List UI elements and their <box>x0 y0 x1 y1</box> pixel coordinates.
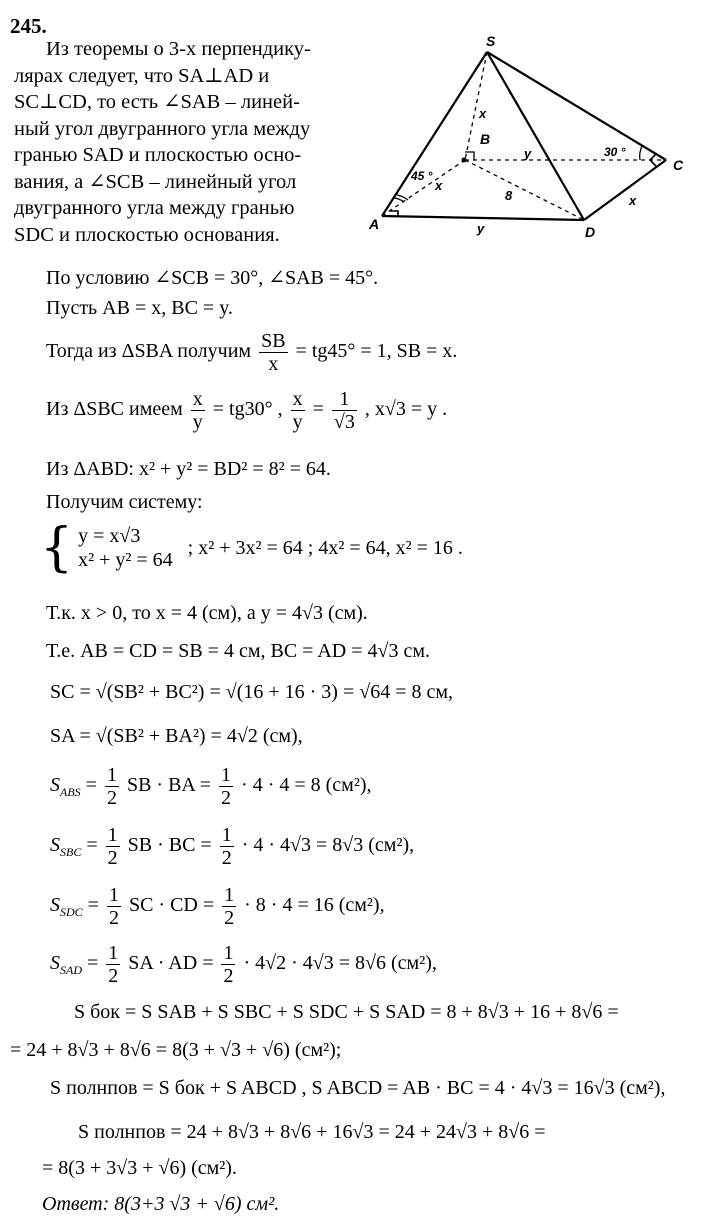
sa-line: SA = √(SB² + BA²) = 4√2 (см), <box>50 725 303 747</box>
denominator: y <box>292 411 303 433</box>
angle-label-45: 45 ° <box>411 169 433 183</box>
label-c: C <box>673 157 684 173</box>
intro-line: SDC и плоскостью основания. <box>14 223 280 246</box>
problem-number: 245. <box>10 14 47 38</box>
area-product: SC · CD = <box>128 894 215 917</box>
sc-line: SC = √(SB² + BC²) = √(16 + 16 · 3) = √64 = 8 см, <box>50 681 454 703</box>
sides-line: Т.е. AB = CD = SB = 4 см, BC = AD = 4√3 см. <box>46 640 431 662</box>
edge-dc <box>584 160 666 220</box>
area-sdc-line <box>50 884 385 929</box>
numerator: 1 <box>106 764 117 786</box>
sba-text: Тогда из ΔSBA получим <box>46 340 252 363</box>
denominator: 2 <box>221 787 232 809</box>
sba-line <box>46 330 457 375</box>
angle-arc-c <box>640 146 642 160</box>
edge-label-bd: 8 <box>505 188 513 203</box>
fraction-half-2 <box>220 824 234 869</box>
intro-line: лярах следует, что SA⊥AD и <box>14 64 270 87</box>
system-title: Получим систему: <box>46 491 203 513</box>
intro-paragraph <box>14 36 381 248</box>
area-product: SA · AD = <box>128 952 214 975</box>
fraction-half <box>105 764 119 809</box>
answer-line: Ответ: 8(3+3 √3 + √6) см². <box>42 1193 280 1215</box>
intro-line: двугранного угла между гранью <box>14 197 295 219</box>
fraction-half <box>106 824 120 869</box>
area-subscript: SDC <box>60 905 83 920</box>
system-eq-2: x² + y² = 64 <box>78 549 173 571</box>
equals-sign: = <box>85 774 97 797</box>
edge-label-cd: x <box>629 193 637 208</box>
edge-label-ab: x <box>435 178 443 193</box>
numerator: 1 <box>108 884 119 906</box>
point-b <box>462 158 467 163</box>
area-sad-line <box>50 942 437 987</box>
numerator: x <box>192 388 203 410</box>
denominator: x <box>268 353 279 375</box>
numerator: 1 <box>221 824 232 846</box>
edge-label-bc: y <box>524 146 532 161</box>
total-area-result: = 8(3 + 3√3 + √6) (см²). <box>42 1157 237 1179</box>
fraction-half-2 <box>222 884 236 929</box>
intro-line: ный угол двугранного угла между <box>14 117 311 140</box>
denominator: 2 <box>108 965 119 987</box>
system-block <box>40 518 463 578</box>
area-result: · 8 · 4 = 16 (см²), <box>244 894 385 917</box>
angle-arc-a <box>394 198 404 202</box>
label-a: A <box>369 216 380 232</box>
area-subscript: SAD <box>60 963 82 978</box>
abd-line: Из ΔABD: x² + y² = BD² = 8² = 64. <box>46 458 331 480</box>
denominator: y <box>192 411 203 433</box>
given-line: По условию ∠SCB = 30°, ∠SAB = 45°. <box>46 267 379 289</box>
brace-icon: { <box>40 518 74 578</box>
area-result: · 4√2 · 4√3 = 8√6 (см²), <box>243 952 437 975</box>
denominator: 2 <box>106 787 117 809</box>
label-d: D <box>585 224 596 240</box>
equals-sign: = <box>312 398 324 421</box>
area-result: · 4 · 4√3 = 8√3 (см²), <box>241 834 415 857</box>
fraction-sb-x <box>259 330 287 375</box>
x-value-line: Т.к. x > 0, то x = 4 (см), а y = 4√3 (см). <box>46 602 368 624</box>
edge-ad <box>382 216 584 220</box>
fraction-half-2 <box>219 764 233 809</box>
tg30-text: = tg30° , <box>212 398 283 421</box>
equals-sign: = <box>87 952 99 975</box>
sbc-result: , x√3 = y . <box>364 398 448 421</box>
system-solution: ; x² + 3x² = 64 ; 4x² = 64, x² = 16 . <box>187 537 463 559</box>
fraction-1-sqrt3 <box>332 388 357 433</box>
fraction-half-2 <box>221 942 235 987</box>
fraction-half <box>106 942 120 987</box>
area-symbol: S <box>50 774 60 797</box>
area-symbol: S <box>50 952 60 975</box>
numerator: 1 <box>223 942 234 964</box>
numerator: 1 <box>332 388 357 411</box>
numerator: 1 <box>224 884 235 906</box>
edge-sd <box>487 52 584 220</box>
area-product: SB · BC = <box>127 834 212 857</box>
system-eq-1: y = x√3 <box>78 525 141 547</box>
denominator: 2 <box>223 965 234 987</box>
area-sbc-line <box>50 824 414 869</box>
intro-line: Из теоремы о 3-х перпендику- <box>46 38 311 60</box>
numerator: 1 <box>108 942 119 964</box>
denominator: 2 <box>224 907 235 929</box>
denominator: 2 <box>107 847 118 869</box>
intro-line: вания, а ∠SCB – линейный угол <box>14 170 297 193</box>
numerator: 1 <box>221 764 232 786</box>
total-area-line: S полнпов = S бок + S ABCD , S ABCD = AB · BC = 4 · 4√3 = 16√3 (см²), <box>50 1077 666 1099</box>
intro-line: гранью SAD и плоскостью осно- <box>14 144 302 166</box>
fraction-half <box>107 884 121 929</box>
edge-label-sb: x <box>479 106 487 121</box>
fraction-x-y-2 <box>291 388 305 433</box>
denominator: 2 <box>108 907 119 929</box>
numerator: 1 <box>107 824 118 846</box>
sbc-line <box>46 388 447 433</box>
sba-result: = tg45° = 1, SB = x. <box>295 340 458 363</box>
area-result: · 4 · 4 = 8 (см²), <box>241 774 372 797</box>
area-abs-line <box>50 764 372 809</box>
label-b: B <box>480 131 491 147</box>
area-subscript: ABS <box>60 785 81 800</box>
numerator: SB <box>261 330 286 352</box>
pyramid-figure <box>360 30 700 250</box>
lateral-area-line: S бок = S SAB + S SBC + S SDC + S SAD = 8 + 8√3 + 16 + 8√6 = <box>74 1001 619 1023</box>
angle-label-30: 30 ° <box>604 145 626 159</box>
numerator: x <box>292 388 303 410</box>
area-subscript: SBC <box>60 845 82 860</box>
fraction-x-y <box>191 388 205 433</box>
label-s: S <box>486 33 496 49</box>
let-line: Пусть AB = x, BC = y. <box>46 297 233 319</box>
area-product: SB · BA = <box>126 774 212 797</box>
sbc-text: Из ΔSBC имеем <box>46 398 183 421</box>
system-equations <box>78 524 173 572</box>
lateral-area-result: = 24 + 8√3 + 8√6 = 8(3 + √3 + √6) (см²); <box>10 1039 342 1061</box>
edge-label-ad: y <box>477 221 485 236</box>
equals-sign: = <box>87 894 99 917</box>
area-symbol: S <box>50 894 60 917</box>
equals-sign: = <box>86 834 98 857</box>
total-area-sum: S полнпов = 24 + 8√3 + 8√6 + 16√3 = 24 + 24√3 + 8√6 = <box>78 1121 546 1143</box>
area-symbol: S <box>50 834 60 857</box>
denominator: 2 <box>221 847 232 869</box>
edge-sc <box>487 52 666 160</box>
denominator: √3 <box>333 411 355 433</box>
intro-line: SC⊥CD, то есть ∠SAB – линей- <box>14 91 300 113</box>
